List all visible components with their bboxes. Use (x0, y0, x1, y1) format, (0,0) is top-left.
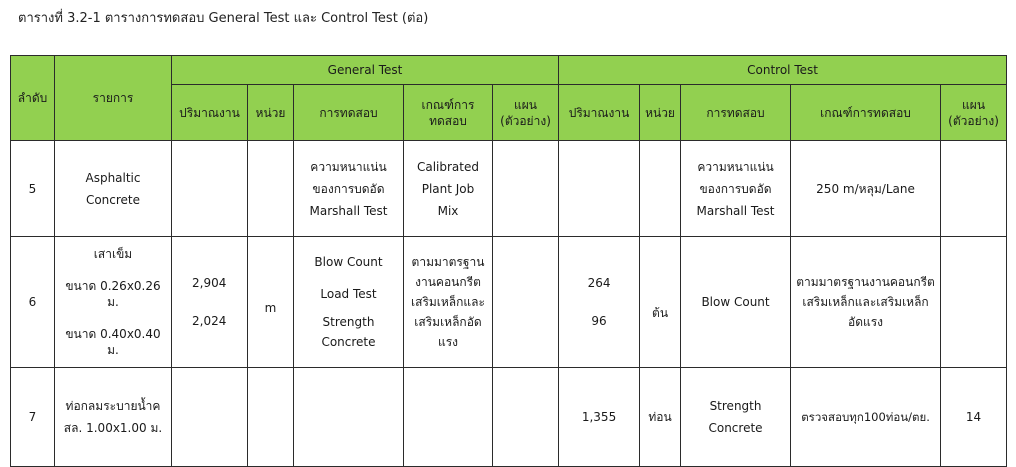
cell-control-unit (640, 141, 681, 237)
header-seq: ลำดับ (11, 56, 55, 141)
header-row-group (11, 56, 1007, 85)
cell-item: เสาเข็ม ขนาด 0.26x0.26 ม. ขนาด 0.40x0.40 ม. (55, 237, 172, 368)
cell-control-unit: ท่อน (640, 368, 681, 467)
cell-control-criteria: ตามมาตรฐานงานคอนกรีต เสริมเหล็กและเสริมเหล็ก อัดแรง (791, 237, 941, 368)
cell-item: ท่อกลมระบายน้ำค สล. 1.00x1.00 ม. (55, 368, 172, 467)
cell-general-criteria (404, 368, 493, 467)
header-general-quantity: ปริมาณงาน (172, 85, 248, 141)
cell-control-quantity: 1,355 (559, 368, 640, 467)
table-caption: ตารางที่ 3.2-1 ตารางการทดสอบ General Test และ Control Test (ต่อ) (18, 11, 429, 26)
header-general-criteria: เกณฑ์การ ทดสอบ (404, 85, 493, 141)
cell-general-plan (493, 237, 559, 368)
header-general-unit: หน่วย (248, 85, 294, 141)
cell-general-criteria: ตามมาตรฐาน งานคอนกรีต เสริมเหล็กและ เสริมเหล็กอัด แรง (404, 237, 493, 368)
cell-control-quantity: 264 96 (559, 237, 640, 368)
cell-general-unit (248, 368, 294, 467)
cell-general-unit: m (248, 237, 294, 368)
cell-general-quantity (172, 368, 248, 467)
cell-general-plan (493, 368, 559, 467)
cell-general-quantity: 2,904 2,024 (172, 237, 248, 368)
cell-control-plan (941, 141, 1007, 237)
cell-seq: 5 (11, 141, 55, 237)
cell-general-unit (248, 141, 294, 237)
cell-control-unit: ต้น (640, 237, 681, 368)
test-table (10, 55, 1007, 467)
header-item: รายการ (55, 56, 172, 141)
table-row (11, 237, 1007, 368)
cell-seq: 6 (11, 237, 55, 368)
header-control-plan: แผน (ตัวอย่าง) (941, 85, 1007, 141)
cell-control-plan (941, 237, 1007, 368)
cell-control-criteria: 250 m/หลุม/Lane (791, 141, 941, 237)
cell-general-criteria: Calibrated Plant Job Mix (404, 141, 493, 237)
header-control-unit: หน่วย (640, 85, 681, 141)
cell-control-test: Strength Concrete (681, 368, 791, 467)
cell-item: Asphaltic Concrete (55, 141, 172, 237)
cell-general-test (294, 368, 404, 467)
cell-seq: 7 (11, 368, 55, 467)
table-row (11, 368, 1007, 467)
header-control-test: Control Test (559, 56, 1007, 85)
header-general-test: General Test (172, 56, 559, 85)
cell-control-quantity (559, 141, 640, 237)
header-general-test-method: การทดสอบ (294, 85, 404, 141)
header-control-quantity: ปริมาณงาน (559, 85, 640, 141)
header-control-test-method: การทดสอบ (681, 85, 791, 141)
cell-control-test: Blow Count (681, 237, 791, 368)
cell-control-criteria: ตรวจสอบทุก100ท่อน/ตย. (791, 368, 941, 467)
header-control-criteria: เกณฑ์การทดสอบ (791, 85, 941, 141)
cell-general-quantity (172, 141, 248, 237)
cell-general-test: Blow Count Load Test Strength Concrete (294, 237, 404, 368)
cell-general-plan (493, 141, 559, 237)
header-general-plan: แผน (ตัวอย่าง) (493, 85, 559, 141)
cell-general-test: ความหนาแน่น ของการบดอัด Marshall Test (294, 141, 404, 237)
cell-control-plan: 14 (941, 368, 1007, 467)
cell-control-test: ความหนาแน่น ของการบดอัด Marshall Test (681, 141, 791, 237)
table-row (11, 141, 1007, 237)
